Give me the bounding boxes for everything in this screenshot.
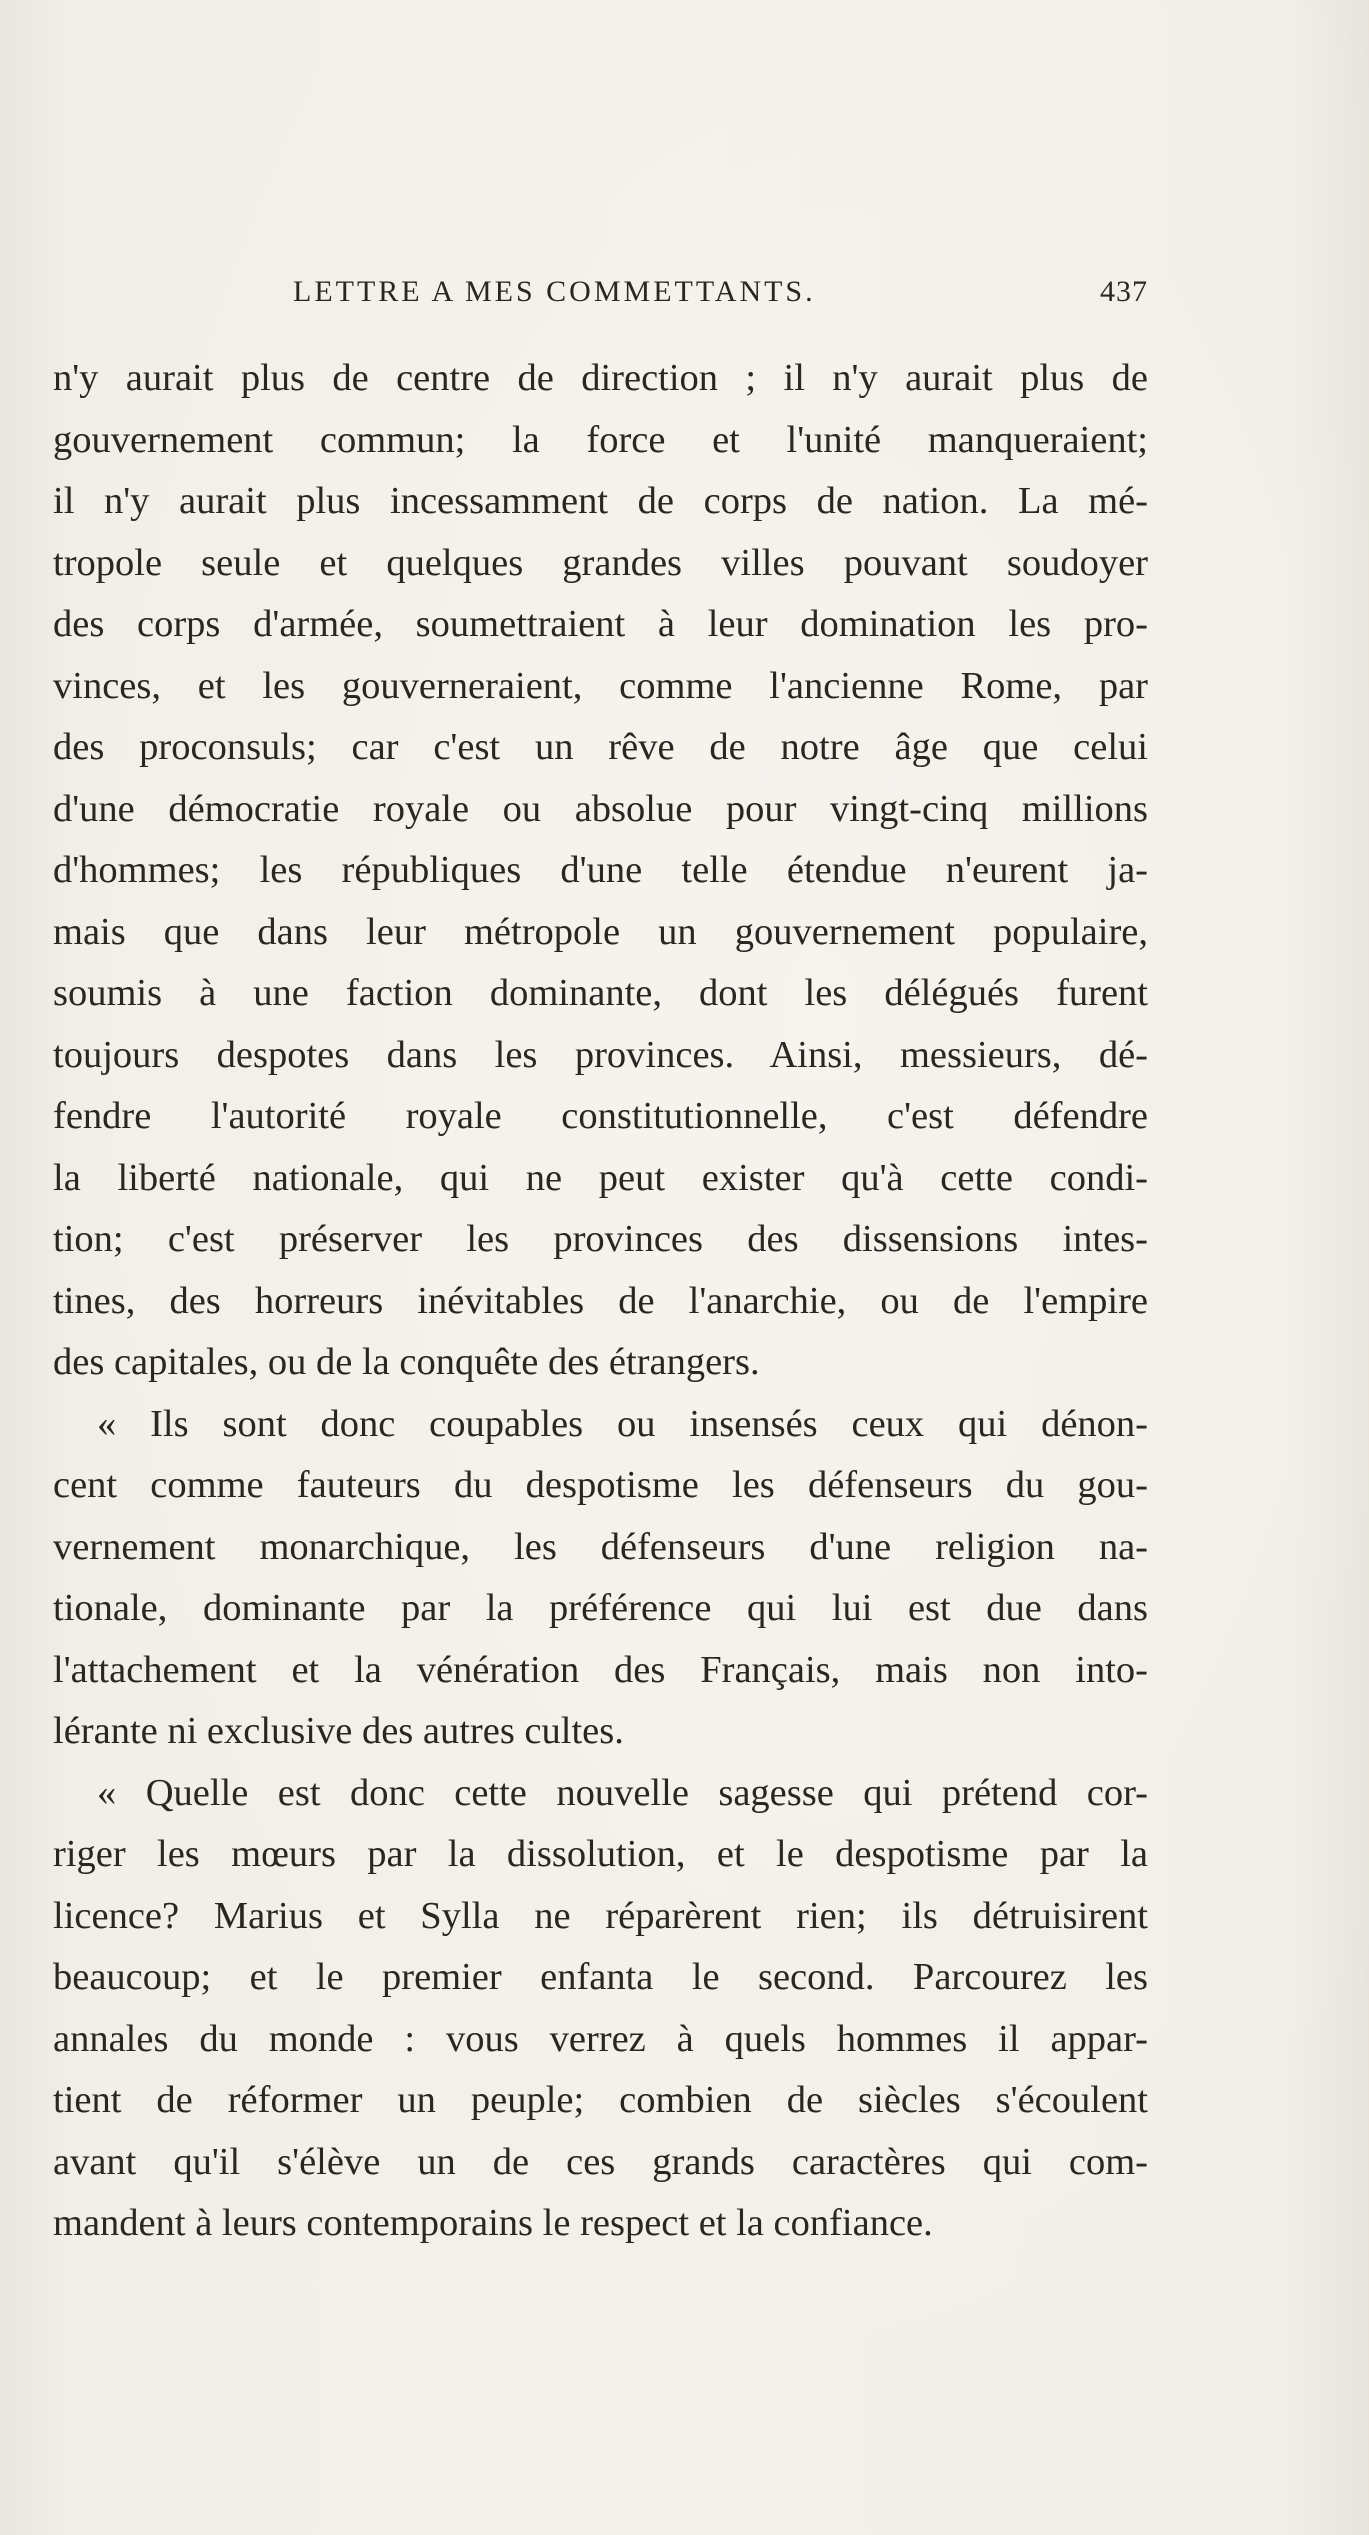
page-number: 437 <box>1100 275 1148 308</box>
text-line: lérante ni exclusive des autres cultes. <box>53 1710 624 1752</box>
text-line: « Ils sont donc coupables ou insensés ceux qui dénon- <box>97 1402 1148 1445</box>
text-line: toujours despotes dans les provinces. Ainsi, messieurs, dé- <box>53 1033 1148 1076</box>
text-line: tient de réformer un peuple; combien de siècles s'écoulent <box>53 2079 1148 2121</box>
text-line: vinces, et les gouverneraient, comme l'ancienne Rome, par <box>53 664 1148 707</box>
page-header <box>293 275 1148 315</box>
text-line: gouvernement commun; la force et l'unité manqueraient; <box>53 418 1148 461</box>
text-line: mais que dans leur métropole un gouvernement populaire, <box>53 910 1148 953</box>
text-line: soumis à une faction dominante, dont les délégués furent <box>53 972 1148 1014</box>
text-line: licence? Marius et Sylla ne réparèrent rien; ils détruisirent <box>53 1894 1148 1937</box>
text-line: fendre l'autorité royale constitutionnelle, c'est défendre <box>53 1095 1148 1137</box>
text-line: beaucoup; et le premier enfanta le second. Parcourez les <box>53 1956 1148 1998</box>
text-line: cent comme fauteurs du despotisme les défenseurs du gou- <box>53 1464 1148 1506</box>
text-line: « Quelle est donc cette nouvelle sagesse qui prétend cor- <box>97 1771 1148 1814</box>
text-line: vernement monarchique, les défenseurs d'une religion na- <box>53 1525 1148 1568</box>
text-line: l'attachement et la vénération des Français, mais non into- <box>53 1648 1148 1691</box>
text-line: des capitales, ou de la conquête des étrangers. <box>53 1341 760 1383</box>
text-line: la liberté nationale, qui ne peut exister qu'à cette condi- <box>53 1156 1148 1199</box>
text-line: n'y aurait plus de centre de direction ; il n'y aurait plus de <box>53 357 1148 399</box>
text-line: mandent à leurs contemporains le respect et la confiance. <box>53 2202 933 2244</box>
text-line: tines, des horreurs inévitables de l'anarchie, ou de l'empire <box>53 1279 1148 1322</box>
text-line: d'une démocratie royale ou absolue pour vingt-cinq millions <box>53 787 1148 830</box>
text-line: des proconsuls; car c'est un rêve de notre âge que celui <box>53 726 1148 768</box>
text-line: d'hommes; les républiques d'une telle étendue n'eurent ja- <box>53 849 1148 891</box>
body-text <box>53 348 1148 2255</box>
text-line: annales du monde : vous verrez à quels hommes il appar- <box>53 2017 1148 2060</box>
text-line: tionale, dominante par la préférence qui lui est due dans <box>53 1587 1148 1629</box>
text-line: il n'y aurait plus incessamment de corps de nation. La mé- <box>53 480 1148 522</box>
text-line: tion; c'est préserver les provinces des dissensions intes- <box>53 1218 1148 1260</box>
running-head: LETTRE A MES COMMETTANTS. <box>293 275 816 308</box>
text-line: tropole seule et quelques grandes villes pouvant soudoyer <box>53 541 1148 584</box>
text-line: des corps d'armée, soumettraient à leur domination les pro- <box>53 603 1148 645</box>
text-line: avant qu'il s'élève un de ces grands caractères qui com- <box>53 2140 1148 2183</box>
text-line: riger les mœurs par la dissolution, et le despotisme par la <box>53 1833 1148 1875</box>
